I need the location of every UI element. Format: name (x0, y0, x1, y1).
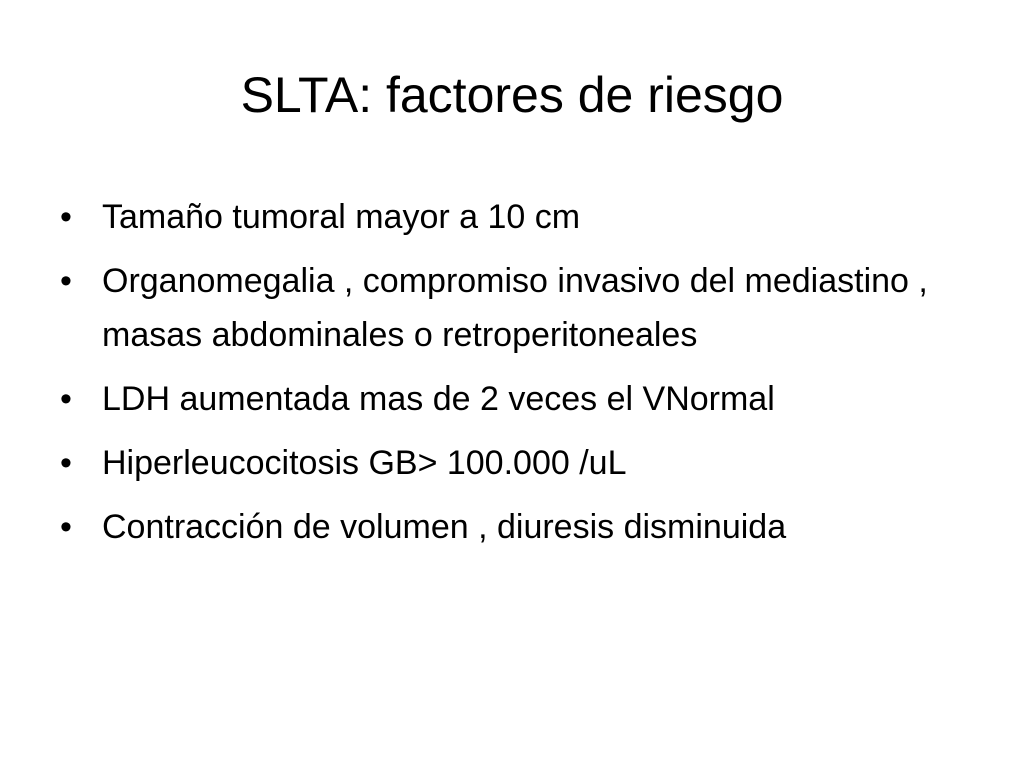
bullet-text: LDH aumentada mas de 2 veces el VNormal (102, 380, 775, 418)
bullet-list (58, 190, 958, 564)
bullet-icon: • (60, 380, 72, 418)
bullet-icon: • (60, 262, 72, 300)
bullet-icon: • (60, 198, 72, 236)
list-item (58, 436, 958, 490)
list-item (58, 254, 958, 362)
list-item (58, 500, 958, 554)
bullet-text: Contracción de volumen , diuresis disminuida (102, 508, 787, 546)
bullet-icon: • (60, 444, 72, 482)
bullet-text: Tamaño tumoral mayor a 10 cm (102, 198, 581, 236)
slide-title: SLTA: factores de riesgo (240, 67, 784, 123)
bullet-text: Hiperleucocitosis GB> 100.000 /uL (102, 444, 627, 482)
bullet-icon: • (60, 508, 72, 546)
list-item (58, 372, 958, 426)
list-item (58, 190, 958, 244)
bullet-text: Organomegalia , compromiso invasivo del mediastino , masas abdominales o retroperitoneales (102, 262, 928, 354)
